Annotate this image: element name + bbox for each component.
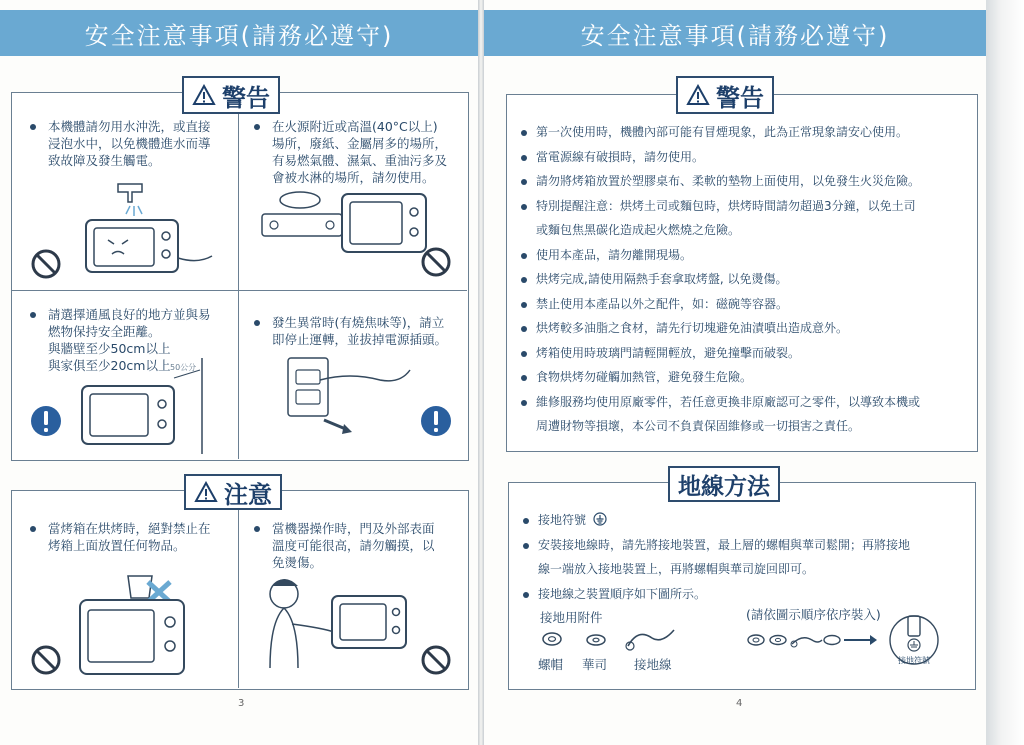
warning-item: 維修服務均使用原廠零件，若任意更換非原廠認可之零件，以導致本機或 (518, 390, 970, 415)
assembly-order-diagram (746, 628, 878, 652)
prohibit-icon (30, 644, 62, 676)
caution-heading-text: 注意 (224, 480, 272, 509)
warning-item: 食物烘烤勿碰觸加熱管，避免發生危險。 (518, 365, 970, 390)
warning-item: 請勿將烤箱放置於塑膠桌布、柔軟的墊物上面使用，以免發生火災危險。 (518, 169, 970, 194)
ground-list (520, 508, 968, 606)
warning-item: 特別提醒注意：烘烤土司或麵包時，烘烤時間請勿超過3分鐘，以免土司 (518, 194, 970, 219)
warning-item-continued: 或麵包焦黑碳化造成起火燃燒之危險。 (536, 223, 741, 237)
order-label: (請依圖示順序依序裝入) (746, 607, 881, 622)
unplug-illustration (284, 350, 414, 446)
warning-cell-ventilation: 請選擇通風良好的地方並與易 燃物保持安全距離。 與牆壁至少50cm以上 與家俱至少20cm以上 (30, 306, 230, 374)
caution-cell-hot-surface: 當機器操作時，門及外部表面 溫度可能很高，請勿觸摸，以 免燙傷。 (254, 520, 464, 571)
ground-heading (668, 466, 780, 502)
right-warning-heading (676, 76, 774, 114)
page-number-right: 4 (736, 698, 743, 709)
warning-item: 第一次使用時，機體內部可能有冒煙現象，此為正常現象請安心使用。 (518, 120, 970, 145)
warning-item: 當電源線有破損時，請勿使用。 (518, 145, 970, 170)
page-edge (986, 0, 1024, 745)
alert-icon (420, 404, 452, 438)
part-label-wire: 接地線 (634, 657, 672, 672)
ground-item: 接地符號 (520, 508, 968, 533)
warning-cell-water: 本機體請勿用水沖洗，或直接 浸泡水中，以免機體進水而導 致故障及發生觸電。 (30, 118, 230, 169)
caution-cell-no-objects: 當烤箱在烘烤時，絕對禁止在 烤箱上面放置任何物品。 (30, 520, 230, 554)
warning-item-continued: 周遭財物等損壞，本公司不負責保固維修或一切損害之責任。 (536, 419, 861, 433)
toaster-wall-illustration (78, 358, 228, 454)
distance-tag: 50公分 (170, 363, 197, 372)
left-warning-heading (182, 76, 280, 114)
ground-heading-text: 地線方法 (678, 473, 770, 500)
caution-box-divider-v (238, 492, 239, 688)
warning-item: 烤箱使用時玻璃門請輕開輕放，避免撞擊而破裂。 (518, 341, 970, 366)
warning-item: 使用本產品，請勿離開現場。 (518, 243, 970, 268)
part-label-nut: 螺帽 (538, 657, 564, 672)
right-banner: 安全注意事項(請務必遵守) (484, 10, 986, 56)
left-caution-heading (184, 474, 282, 510)
faucet-toaster-illustration (78, 178, 218, 286)
ground-item: 安裝接地線時，請先將接地裝置，最上層的螺帽與華司鬆開；再將接地 (520, 533, 968, 558)
prohibit-icon (30, 248, 62, 280)
warning-box-divider-h (12, 290, 467, 291)
warning-item: 禁止使用本產品以外之配件，如：磁碗等容器。 (518, 292, 970, 317)
prohibit-icon (420, 246, 452, 278)
left-banner: 安全注意事項(請務必遵守) (0, 10, 478, 56)
warning-heading-text: 警告 (222, 83, 270, 112)
part-label-washer: 華司 (582, 657, 608, 672)
caution-triangle-icon (194, 481, 218, 503)
stove-toaster-illustration (256, 188, 434, 264)
warning-cell-heat: 在火源附近或高溫(40°C以上) 場所，廢紙、金屬屑多的場所， 有易燃氣體、濕氣、重油污多及 會被水淋的場所，請勿使用。 (254, 118, 464, 186)
warning-triangle-icon (192, 84, 216, 106)
woman-touching-toaster-illustration (262, 574, 412, 670)
ground-symbol-label: 接地符號 (898, 656, 930, 665)
accessories-label: 接地用附件 (540, 610, 603, 625)
warning-cell-abnormal: 發生異常時(有燒焦味等)，請立 即停止運轉，並拔掉電源插頭。 (254, 314, 464, 348)
ground-wire-icon (624, 626, 676, 652)
nut-icon (542, 632, 562, 646)
ground-item-continued: 線一端放入接地裝置上，再將螺帽與華司旋回即可。 (538, 562, 815, 576)
toaster-cup-illustration (78, 572, 190, 682)
right-page (484, 0, 986, 745)
alert-icon (30, 404, 62, 438)
ground-symbol-icon (593, 512, 607, 526)
warning-box-divider-v (238, 94, 239, 459)
page-number-left: 3 (238, 698, 245, 709)
warning-list (518, 120, 970, 439)
warning-triangle-icon (686, 84, 710, 106)
prohibit-icon (420, 644, 452, 676)
warning-item: 烘烤完成,請使用隔熱手套拿取烤盤, 以免燙傷。 (518, 267, 970, 292)
warning-item: 烘烤較多油脂之食材，請先行切塊避免油漬噴出造成意外。 (518, 316, 970, 341)
left-page (0, 0, 478, 745)
warning-heading-text: 警告 (716, 83, 764, 112)
ground-item: 接地線之裝置順序如下圖所示。 (520, 582, 968, 607)
washer-icon (586, 634, 606, 646)
